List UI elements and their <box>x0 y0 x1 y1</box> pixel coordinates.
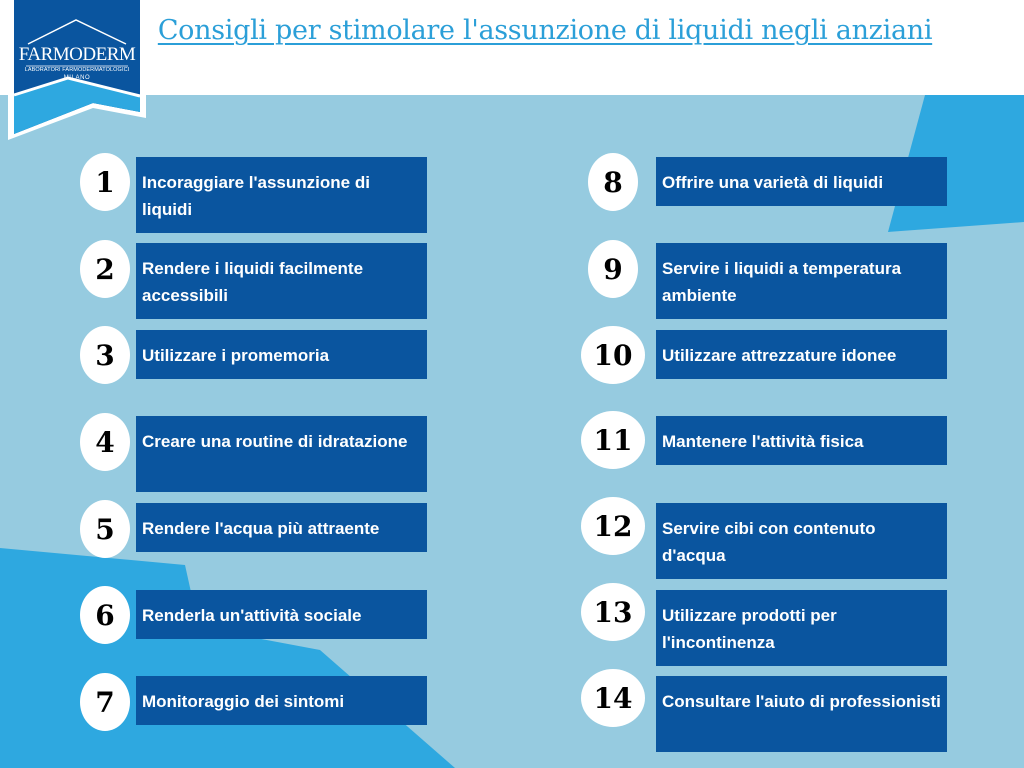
tip-text: Incoraggiare l'assunzione di liquidi <box>136 157 427 233</box>
tip-number: 12 <box>581 497 645 555</box>
tip-number: 10 <box>581 326 645 384</box>
tip-number: 2 <box>80 240 130 298</box>
tip-text: Renderla un'attività sociale <box>136 590 427 639</box>
tip-number: 8 <box>588 153 638 211</box>
tip-number: 5 <box>80 500 130 558</box>
logo-city: MILANO <box>63 75 91 81</box>
tip-number: 1 <box>80 153 130 211</box>
tip-number: 6 <box>80 586 130 644</box>
tip-number: 14 <box>581 669 645 727</box>
tip-text: Mantenere l'attività fisica <box>656 416 947 465</box>
tip-text: Rendere i liquidi facilmente accessibili <box>136 243 427 319</box>
tip-text: Utilizzare prodotti per l'incontinenza <box>656 590 947 666</box>
tip-number: 9 <box>588 240 638 298</box>
tip-text: Monitoraggio dei sintomi <box>136 676 427 725</box>
page-title: Consigli per stimolare l'assunzione di liquidi negli anziani <box>157 15 933 46</box>
tip-number: 4 <box>80 413 130 471</box>
logo-badge <box>8 0 146 148</box>
tip-text: Rendere l'acqua più attraente <box>136 503 427 552</box>
tip-text: Utilizzare i promemoria <box>136 330 427 379</box>
tip-text: Creare una routine di idratazione <box>136 416 427 492</box>
tip-text: Consultare l'aiuto di professionisti <box>656 676 947 752</box>
logo-subtitle: LABORATORI FARMODERMATOLOGICI <box>24 67 130 73</box>
tip-text: Servire cibi con contenuto d'acqua <box>656 503 947 579</box>
tip-number: 13 <box>581 583 645 641</box>
tip-text: Offrire una varietà di liquidi <box>656 157 947 206</box>
logo-brand: FARMODERM <box>18 44 136 65</box>
tip-text: Utilizzare attrezzature idonee <box>656 330 947 379</box>
tip-text: Servire i liquidi a temperatura ambiente <box>656 243 947 319</box>
tip-number: 7 <box>80 673 130 731</box>
tip-number: 11 <box>581 411 645 469</box>
tip-number: 3 <box>80 326 130 384</box>
farmoderm-logo <box>8 0 146 148</box>
